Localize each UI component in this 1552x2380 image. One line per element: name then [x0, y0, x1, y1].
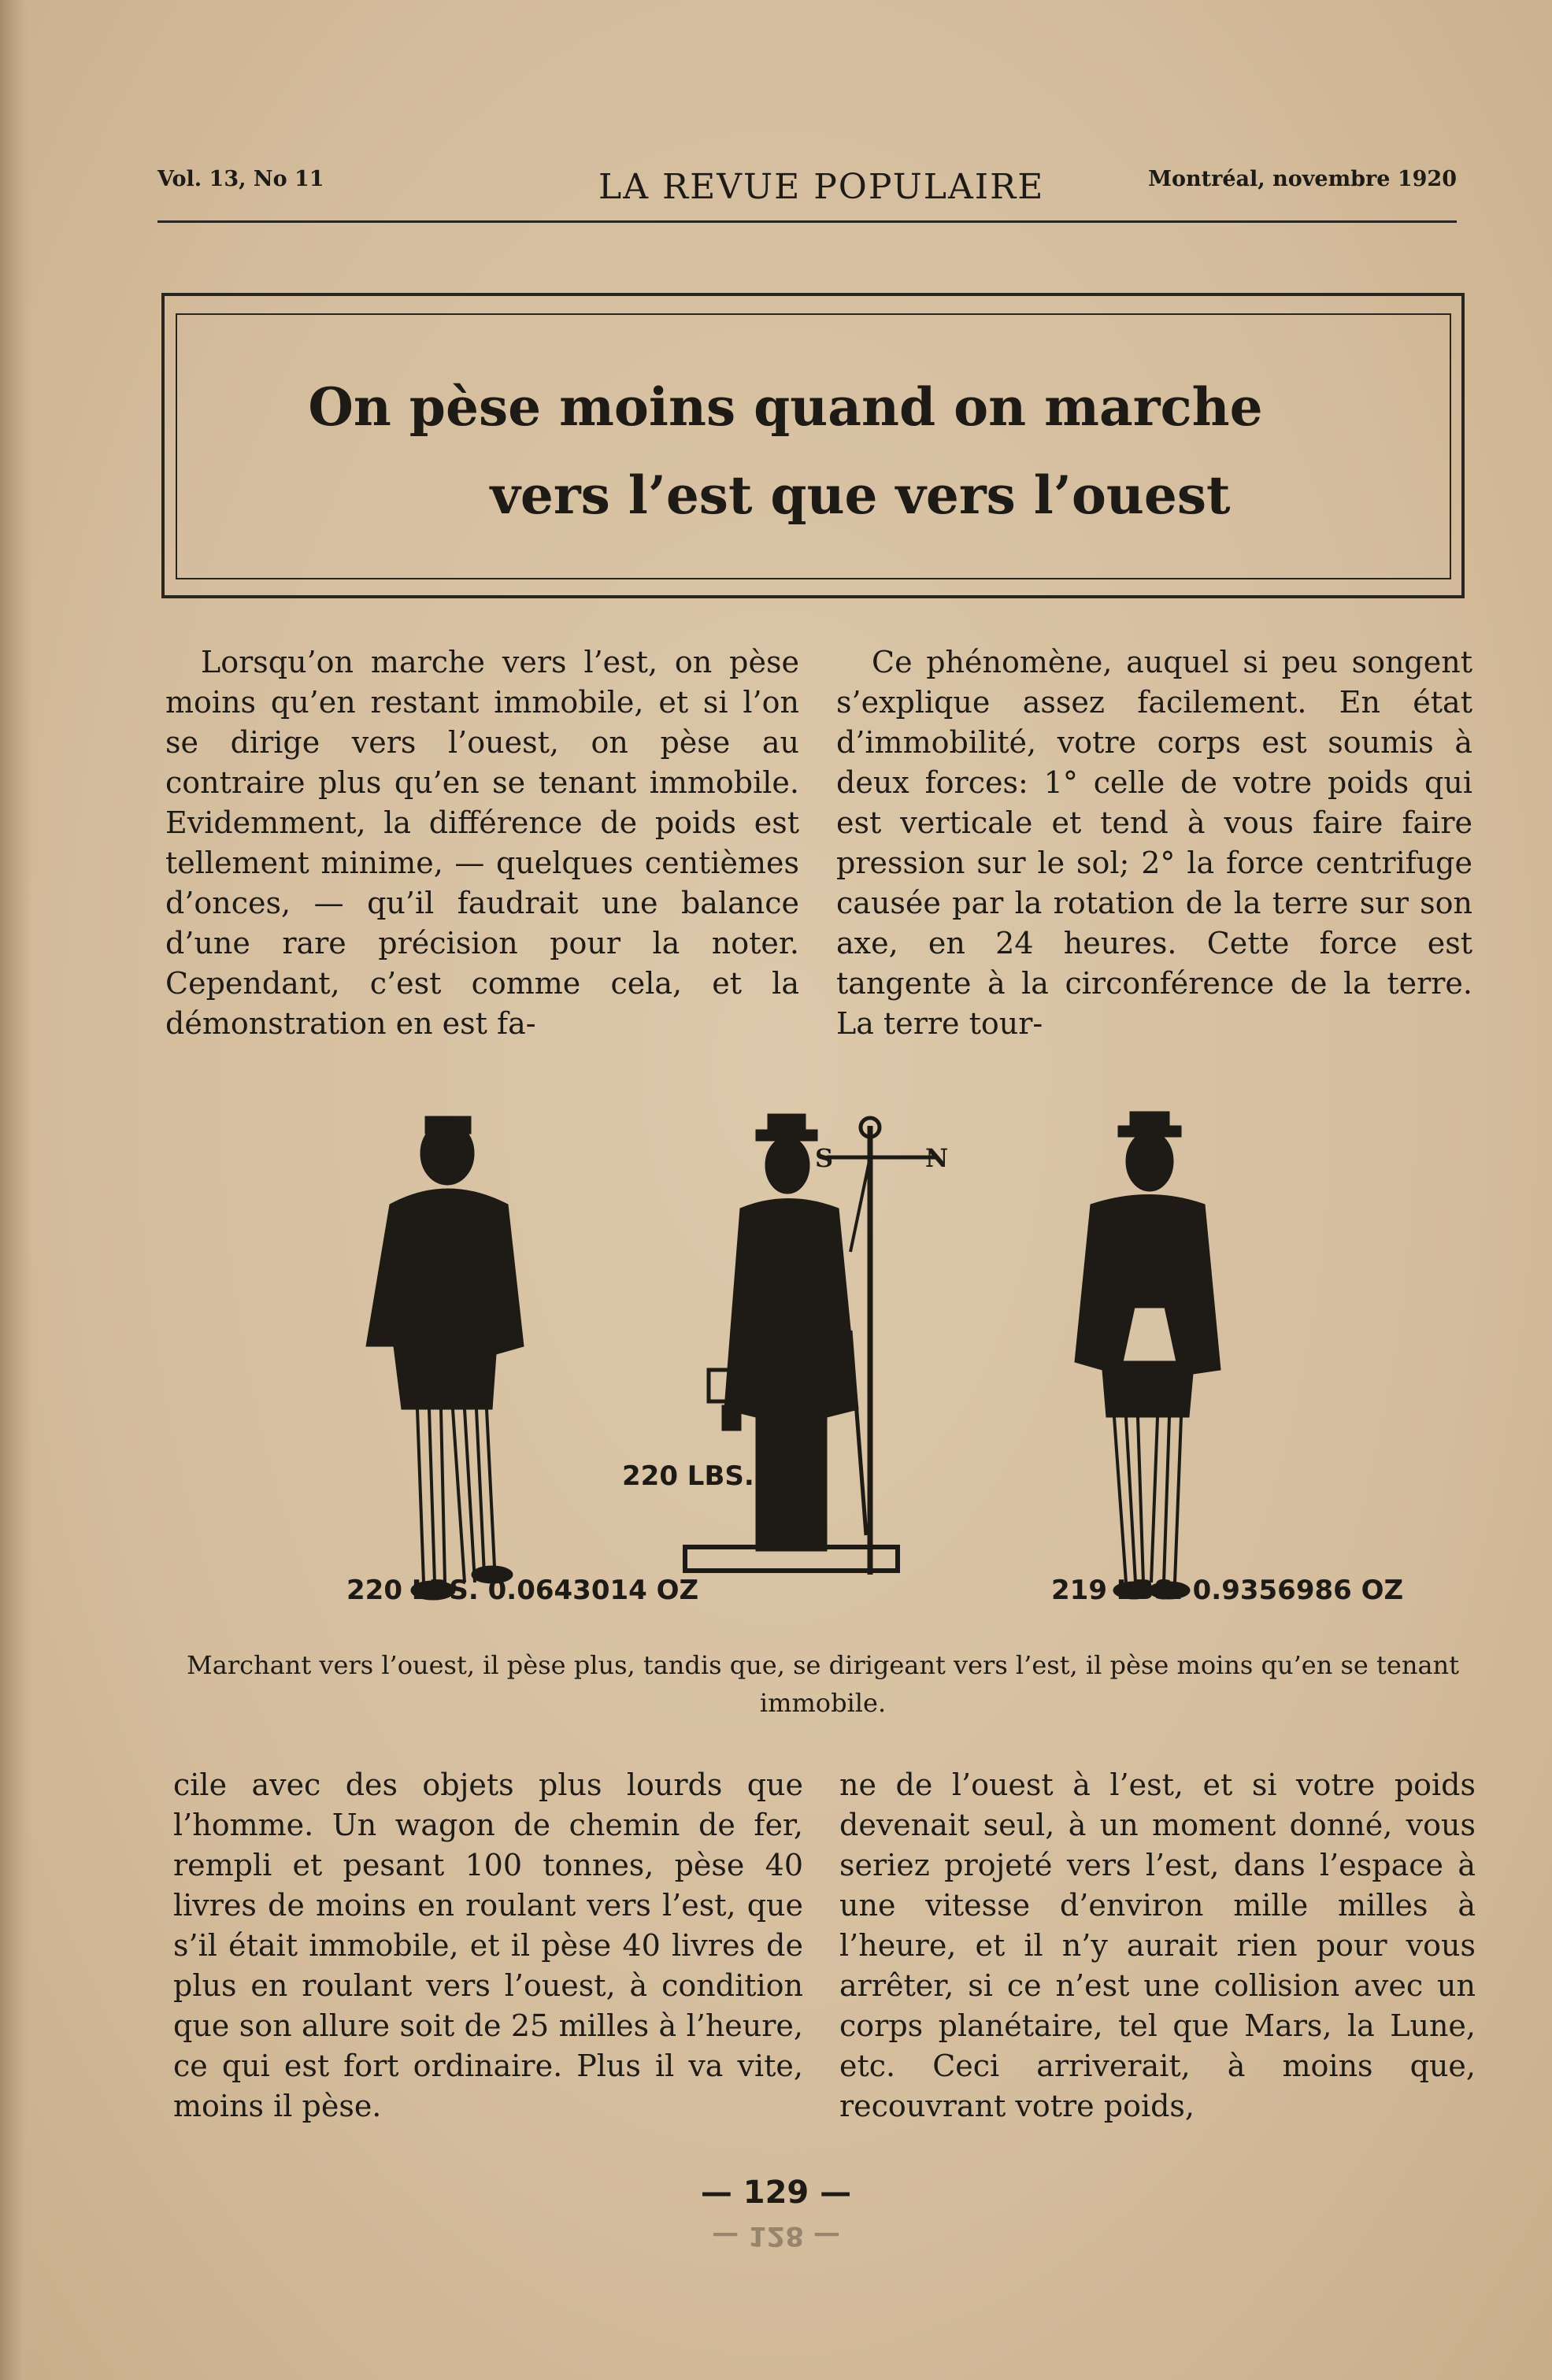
issue-date: Montréal, novembre 1920 — [1148, 167, 1457, 191]
paragraph: Ce phénomène, auquel si peu songent s’explique assez facilement. En état d’immobilité, votre corps est soumis à deux forces: 1° celle de votre poids qui est verticale et tend à vous faire faire pression sur le sol; 2° la force centrifuge causée par la rotation de la terre sur son axe, en 24 heures. Cette force est tangente à la circonférence de la terre. La terre tour- — [836, 645, 1472, 1041]
running-header — [157, 167, 1457, 214]
weight-label-east: 219 LBS. 0.9356986 OZ — [1051, 1575, 1404, 1606]
header-rule — [157, 220, 1457, 223]
page-number: — 129 — — [700, 2175, 852, 2211]
article-title-line-1: On pèse moins quand on marche — [308, 376, 1263, 438]
illustration-drawing — [315, 1110, 1378, 1630]
text-column-2 — [836, 642, 1472, 1044]
compass-north-label: N — [925, 1143, 949, 1173]
binding-edge — [0, 0, 33, 2380]
paragraph: cile avec des objets plus lourds que l’homme. Un wagon de chemin de fer, rempli et pesant 100 tonnes, pèse 40 livres de moins en roulant vers l’est, que s’il était immobile, et il pèse 40 livres de plus en roulant vers l’ouest, à condition que son allure soit de 25 milles à l’heure, ce qui est fort ordinaire. Plus il va vite, moins il pèse. — [173, 1767, 803, 2123]
title-frame-inner — [176, 313, 1451, 579]
text-column-4 — [839, 1765, 1476, 2126]
issue-volume: Vol. 13, No 11 — [157, 167, 324, 191]
text-column-1 — [165, 642, 799, 1044]
compass-south-label: S — [815, 1143, 834, 1173]
man-on-scale-figure — [685, 1114, 937, 1575]
article-title-line-2: vers l’est que vers l’ouest — [490, 465, 1231, 526]
bleed-through-page-number: — 128 — — [712, 2220, 840, 2252]
man-walking-east-figure — [1075, 1112, 1220, 1599]
paragraph: ne de l’ouest à l’est, et si votre poids devenait seul, à un moment donné, vous seriez projeté vers l’est, dans l’espace à une vitesse d’environ mille milles à l’heure, et il n’y aurait rien pour vous arrêter, si ce n’est une collision avec un corps planétaire, tel que Mars, la Lune, etc. Ceci arriverait, à moins que, recouvrant votre poids, — [839, 1767, 1476, 2123]
magazine-title: LA REVUE POPULAIRE — [598, 167, 1045, 207]
man-walking-west-figure — [366, 1116, 524, 1600]
illustration — [315, 1110, 1404, 1630]
text-column-3 — [173, 1765, 803, 2126]
weight-label-still: 220 LBS. — [622, 1460, 754, 1492]
figure-caption: Marchant vers l’ouest, il pèse plus, tandis que, se dirigeant vers l’est, il pèse moins qu’en se tenant immobile. — [187, 1650, 1459, 1718]
paragraph: Lorsqu’on marche vers l’est, on pèse moins qu’en restant immobile, et si l’on se dirige vers l’ouest, on pèse au contraire plus qu’en se tenant immobile. Evidemment, la différence de poids est tellement minime, — quelques centièmes d’onces, — qu’il faudrait une balance d’une rare précision pour la noter. Cependant, c’est comme cela, et la démonstration en est fa- — [165, 645, 799, 1041]
weight-label-west: 220 LBS. 0.0643014 OZ — [346, 1575, 699, 1606]
